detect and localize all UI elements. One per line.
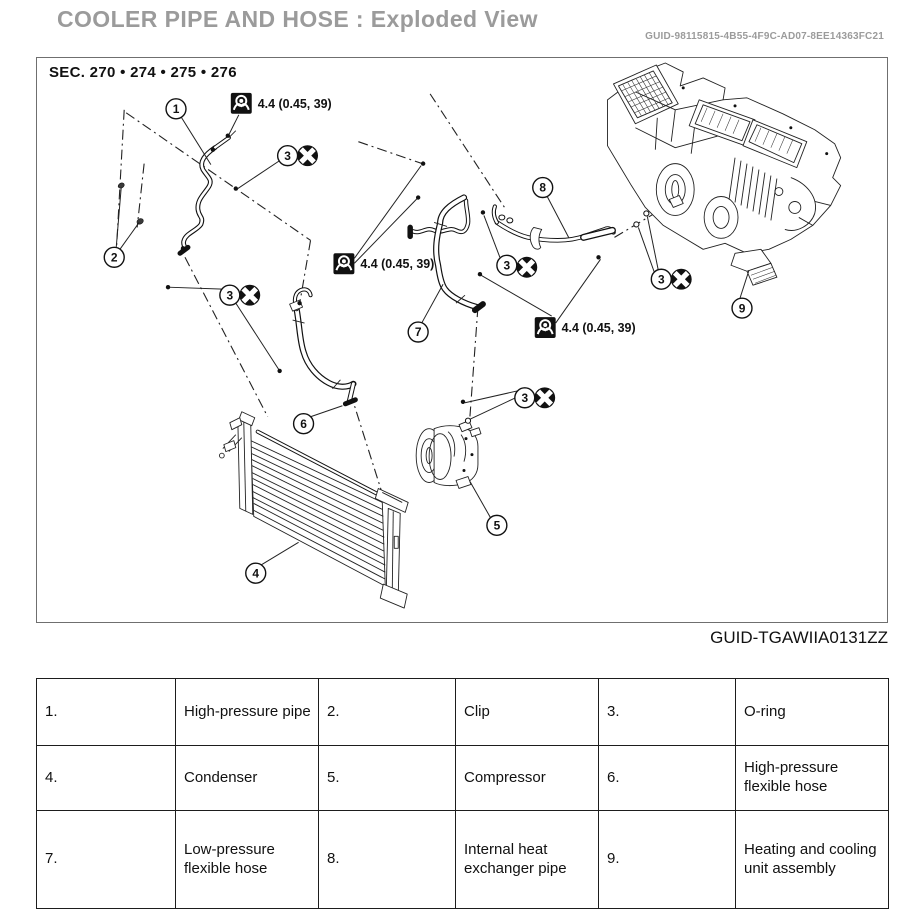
torque-spec-3 [535,317,636,338]
figure-guid: GUID-TGAWIIA0131ZZ [710,628,888,647]
svg-text:9: 9 [738,301,746,316]
part-number-cell: 6. [599,746,736,811]
document-guid: GUID-98115815-4B55-4F9C-AD07-8EE14363FC21 [645,31,884,42]
part-number-cell: 7. [37,811,176,909]
svg-text:3: 3 [657,272,665,287]
part-number-cell: 8. [319,811,456,909]
svg-text:7: 7 [414,325,422,340]
table-row [37,679,889,746]
svg-text:3: 3 [284,148,291,163]
svg-text:3: 3 [226,288,234,303]
part-name-cell: Condenser [176,746,319,811]
page-title: COOLER PIPE AND HOSE : Exploded View [57,6,538,32]
compressor-drawing [416,421,481,489]
callout-3 [651,269,671,289]
section-label: SEC. 270 • 274 • 275 • 276 [49,64,237,81]
callout-5 [487,515,507,535]
o-ring-seal-icon [534,387,555,408]
part-name-cell: High-pressure flexible hose [736,746,889,811]
o-ring-seal-icon [297,145,318,166]
part-name-cell: High-pressure pipe [176,679,319,746]
o-ring-seal-icon [516,257,537,278]
center-guide-lines [116,94,671,491]
callout-2 [104,247,124,267]
part-name-cell: Internal heat exchanger pipe [456,811,599,909]
high-pressure-flexible-hose-drawing [290,289,356,403]
callout-8 [533,178,553,198]
fastener-points [166,134,649,424]
callout-3 [220,285,240,305]
exploded-view-diagram [37,58,887,622]
part-name-cell: Heating and cooling unit assembly [736,811,889,909]
o-ring-seal-icon [671,269,692,290]
svg-text:5: 5 [493,518,501,533]
callout-3 [515,388,535,408]
low-pressure-flexible-hose-drawing [410,198,483,311]
callout-9 [732,298,752,318]
callout-3 [497,255,517,275]
part-number-cell: 2. [319,679,456,746]
part-name-cell: O-ring [736,679,889,746]
parts-table [36,678,889,909]
table-row [37,811,889,909]
callout-6 [294,414,314,434]
part-name-cell: Clip [456,679,599,746]
internal-heat-exchanger-pipe-drawing [494,206,614,249]
callout-4 [246,563,266,583]
torque-value: 4.4 (0.45, 39) [561,321,636,336]
o-ring-seal-icon [239,285,260,306]
callout-3 [278,146,298,166]
part-number-cell: 1. [37,679,176,746]
high-pressure-pipe-drawing [180,131,236,254]
part-number-cell: 4. [37,746,176,811]
callout-7 [408,322,428,342]
torque-spec-1 [231,93,332,114]
svg-text:6: 6 [300,416,307,431]
torque-spec-2 [333,253,434,274]
torque-value: 4.4 (0.45, 39) [257,96,332,111]
o-ring-symbols [239,145,691,408]
hvac-unit-drawing [607,63,840,285]
svg-text:3: 3 [503,258,511,273]
part-number-cell: 9. [599,811,736,909]
callout-1 [166,99,186,119]
svg-text:3: 3 [521,390,529,405]
exploded-view-figure [36,57,888,623]
part-number-cell: 3. [599,679,736,746]
svg-text:1: 1 [172,102,180,117]
svg-text:2: 2 [110,250,118,265]
svg-text:8: 8 [539,180,547,195]
torque-value: 4.4 (0.45, 39) [360,257,435,272]
part-number-cell: 5. [319,746,456,811]
svg-text:4: 4 [252,566,260,581]
part-name-cell: Compressor [456,746,599,811]
part-name-cell: Low-pressure flexible hose [176,811,319,909]
table-row [37,746,889,811]
